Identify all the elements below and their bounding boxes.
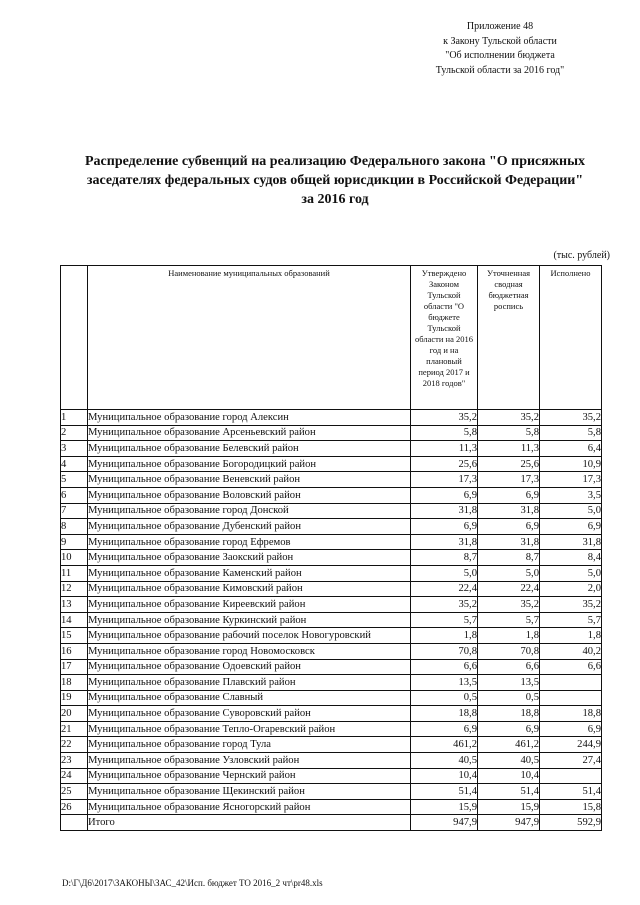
row-number: 3 [61,441,88,457]
row-number: 17 [61,659,88,675]
table-row [61,799,602,815]
revised-value: 35,2 [478,410,540,426]
row-number: 25 [61,784,88,800]
row-number: 21 [61,721,88,737]
municipality-name: Муниципальное образование город Новомосковск [88,643,411,659]
municipality-name: Муниципальное образование Ясногорский район [88,799,411,815]
header-line: области на 2016 [415,334,473,344]
revised-value: 25,6 [478,456,540,472]
executed-value: 51,4 [540,784,602,800]
revised-value: 40,5 [478,753,540,769]
municipality-name: Муниципальное образование Тепло-Огаревский район [88,721,411,737]
municipality-name: Муниципальное образование город Тула [88,737,411,753]
revised-value: 6,9 [478,519,540,535]
revised-value: 5,7 [478,612,540,628]
executed-value: 3,5 [540,487,602,503]
appendix-header [400,20,600,78]
executed-value: 2,0 [540,581,602,597]
municipality-name: Муниципальное образование Богородицкий район [88,456,411,472]
table-row [61,721,602,737]
table-row [61,706,602,722]
revised-value: 11,3 [478,441,540,457]
appendix-line: "Об исполнении бюджета [445,50,555,61]
total-label: Итого [88,815,411,831]
appendix-line: к Закону Тульской области [443,35,557,47]
row-number: 22 [61,737,88,753]
header-name: Наименование муниципальных образований [88,266,411,410]
approved-value: 10,4 [411,768,478,784]
row-number: 14 [61,612,88,628]
municipality-name: Муниципальное образование Воловский район [88,487,411,503]
approved-value: 18,8 [411,706,478,722]
municipality-name: Муниципальное образование Щекинский район [88,784,411,800]
approved-value: 35,2 [411,597,478,613]
table-row [61,753,602,769]
revised-value: 31,8 [478,503,540,519]
revised-value: 6,6 [478,659,540,675]
approved-value: 31,8 [411,534,478,550]
row-number: 5 [61,472,88,488]
header-executed [540,266,602,410]
municipality-name: Муниципальное образование Узловский район [88,753,411,769]
municipality-name: Муниципальное образование Кимовский район [88,581,411,597]
approved-value: 40,5 [411,753,478,769]
approved-value: 6,9 [411,721,478,737]
row-number: 12 [61,581,88,597]
row-number: 6 [61,487,88,503]
appendix-line: Тульской области за 2016 год" [435,64,565,76]
approved-value: 5,7 [411,612,478,628]
approved-value: 13,5 [411,675,478,691]
header-line: Исполнено [550,268,591,278]
approved-value: 5,0 [411,565,478,581]
table-row [61,628,602,644]
revised-value: 6,9 [478,721,540,737]
revised-value: 70,8 [478,643,540,659]
table-row [61,784,602,800]
total-executed: 592,9 [540,815,602,831]
municipality-name: Муниципальное образование Каменский район [88,565,411,581]
revised-value: 5,0 [478,565,540,581]
approved-value: 15,9 [411,799,478,815]
row-number: 18 [61,675,88,691]
approved-value: 17,3 [411,472,478,488]
municipality-name: Муниципальное образование Чернский район [88,768,411,784]
total-row [61,815,602,831]
municipality-name: Муниципальное образование Славный [88,690,411,706]
header-line: плановый [426,356,462,366]
executed-value: 244,9 [540,737,602,753]
executed-value: 5,0 [540,565,602,581]
revised-value: 1,8 [478,628,540,644]
municipality-name: Муниципальное образование город Донской [88,503,411,519]
row-number: 13 [61,597,88,613]
row-number: 2 [61,425,88,441]
revised-value: 0,5 [478,690,540,706]
table-row [61,487,602,503]
municipality-name: Муниципальное образование Заокский район [88,550,411,566]
revised-value: 10,4 [478,768,540,784]
approved-value: 22,4 [411,581,478,597]
header-line: 2018 годов" [422,378,466,388]
municipality-name: Муниципальное образование Киреевский район [88,597,411,613]
municipality-name: Муниципальное образование город Алексин [88,410,411,426]
executed-value: 5,7 [540,612,602,628]
executed-value [540,690,602,706]
row-number: 26 [61,799,88,815]
revised-value: 18,8 [478,706,540,722]
row-number: 15 [61,628,88,644]
approved-value: 6,9 [411,487,478,503]
table-row [61,456,602,472]
municipality-name: Муниципальное образование Одоевский район [88,659,411,675]
executed-value: 8,4 [540,550,602,566]
executed-value: 35,2 [540,597,602,613]
title-line: заседателях федеральных судов общей юрисдикции в Российской Федерации" [86,173,584,188]
approved-value: 25,6 [411,456,478,472]
executed-value: 17,3 [540,472,602,488]
header-line: бюджетная [488,290,529,300]
table-row [61,410,602,426]
revised-value: 6,9 [478,487,540,503]
municipality-name: Муниципальное образование Плавский район [88,675,411,691]
executed-value: 5,8 [540,425,602,441]
revised-value: 22,4 [478,581,540,597]
table-row [61,565,602,581]
row-number: 8 [61,519,88,535]
municipality-name: Муниципальное образование Веневский район [88,472,411,488]
header-line: роспись [493,301,524,311]
header-line: бюджете [428,312,460,322]
approved-value: 461,2 [411,737,478,753]
row-number: 9 [61,534,88,550]
header-line: Тульской [427,323,461,333]
executed-value: 18,8 [540,706,602,722]
table-row [61,441,602,457]
total-approved: 947,9 [411,815,478,831]
subvention-table [60,265,602,831]
table-row [61,675,602,691]
approved-value: 6,6 [411,659,478,675]
executed-value: 10,9 [540,456,602,472]
total-revised: 947,9 [478,815,540,831]
approved-value: 51,4 [411,784,478,800]
table-row [61,737,602,753]
document-title [60,152,610,209]
revised-value: 31,8 [478,534,540,550]
header-line: Утверждено [421,268,467,278]
header-revised [478,266,540,410]
municipality-name: Муниципальное образование Арсеньевский район [88,425,411,441]
executed-value: 27,4 [540,753,602,769]
header-line: год и на [429,345,459,355]
approved-value: 6,9 [411,519,478,535]
municipality-name: Муниципальное образование город Ефремов [88,534,411,550]
executed-value: 5,0 [540,503,602,519]
revised-value: 15,9 [478,799,540,815]
executed-value: 15,8 [540,799,602,815]
total-num [61,815,88,831]
table-row [61,643,602,659]
table-row [61,519,602,535]
executed-value: 31,8 [540,534,602,550]
table-header-row [61,266,602,410]
table-row [61,690,602,706]
executed-value: 6,4 [540,441,602,457]
approved-value: 70,8 [411,643,478,659]
row-number: 16 [61,643,88,659]
executed-value: 1,8 [540,628,602,644]
executed-value: 6,9 [540,519,602,535]
revised-value: 461,2 [478,737,540,753]
row-number: 10 [61,550,88,566]
row-number: 23 [61,753,88,769]
file-path-footer: D:\Г\Д6\2017\ЗАКОНЫ\ЗАС_42\Исп. бюджет ТО 2016_2 чт\pr48.xls [62,878,323,888]
appendix-line: Приложение 48 [466,21,534,32]
municipality-name: Муниципальное образование рабочий поселок Новогуровский [88,628,411,644]
table-row [61,768,602,784]
approved-value: 11,3 [411,441,478,457]
approved-value: 5,8 [411,425,478,441]
header-line: Уточненная [486,268,531,278]
title-line: Распределение субвенций на реализацию Федерального закона "О присяжных [85,154,585,169]
row-number: 11 [61,565,88,581]
executed-value: 40,2 [540,643,602,659]
municipality-name: Муниципальное образование Куркинский район [88,612,411,628]
table-row [61,425,602,441]
header-line: области "О [423,301,465,311]
executed-value: 6,9 [540,721,602,737]
revised-value: 8,7 [478,550,540,566]
revised-value: 17,3 [478,472,540,488]
table-row [61,550,602,566]
approved-value: 35,2 [411,410,478,426]
table-row [61,581,602,597]
header-line: сводная [494,279,523,289]
approved-value: 1,8 [411,628,478,644]
executed-value: 6,6 [540,659,602,675]
executed-value [540,768,602,784]
header-line: Законом [429,279,459,289]
header-approved [411,266,478,410]
row-number: 24 [61,768,88,784]
row-number: 1 [61,410,88,426]
table-row [61,597,602,613]
municipality-name: Муниципальное образование Белевский район [88,441,411,457]
approved-value: 31,8 [411,503,478,519]
revised-value: 13,5 [478,675,540,691]
row-number: 7 [61,503,88,519]
row-number: 19 [61,690,88,706]
header-line: Тульской [427,290,461,300]
header-num [61,266,88,410]
header-line: период 2017 и [418,367,470,377]
revised-value: 5,8 [478,425,540,441]
municipality-name: Муниципальное образование Суворовский район [88,706,411,722]
title-line: за 2016 год [301,192,369,207]
municipality-name: Муниципальное образование Дубенский район [88,519,411,535]
approved-value: 0,5 [411,690,478,706]
executed-value: 35,2 [540,410,602,426]
table-row [61,612,602,628]
row-number: 20 [61,706,88,722]
table-row [61,503,602,519]
units-label: (тыс. рублей) [553,250,610,261]
table-row [61,472,602,488]
table-row [61,534,602,550]
revised-value: 51,4 [478,784,540,800]
table-row [61,659,602,675]
approved-value: 8,7 [411,550,478,566]
revised-value: 35,2 [478,597,540,613]
executed-value [540,675,602,691]
row-number: 4 [61,456,88,472]
